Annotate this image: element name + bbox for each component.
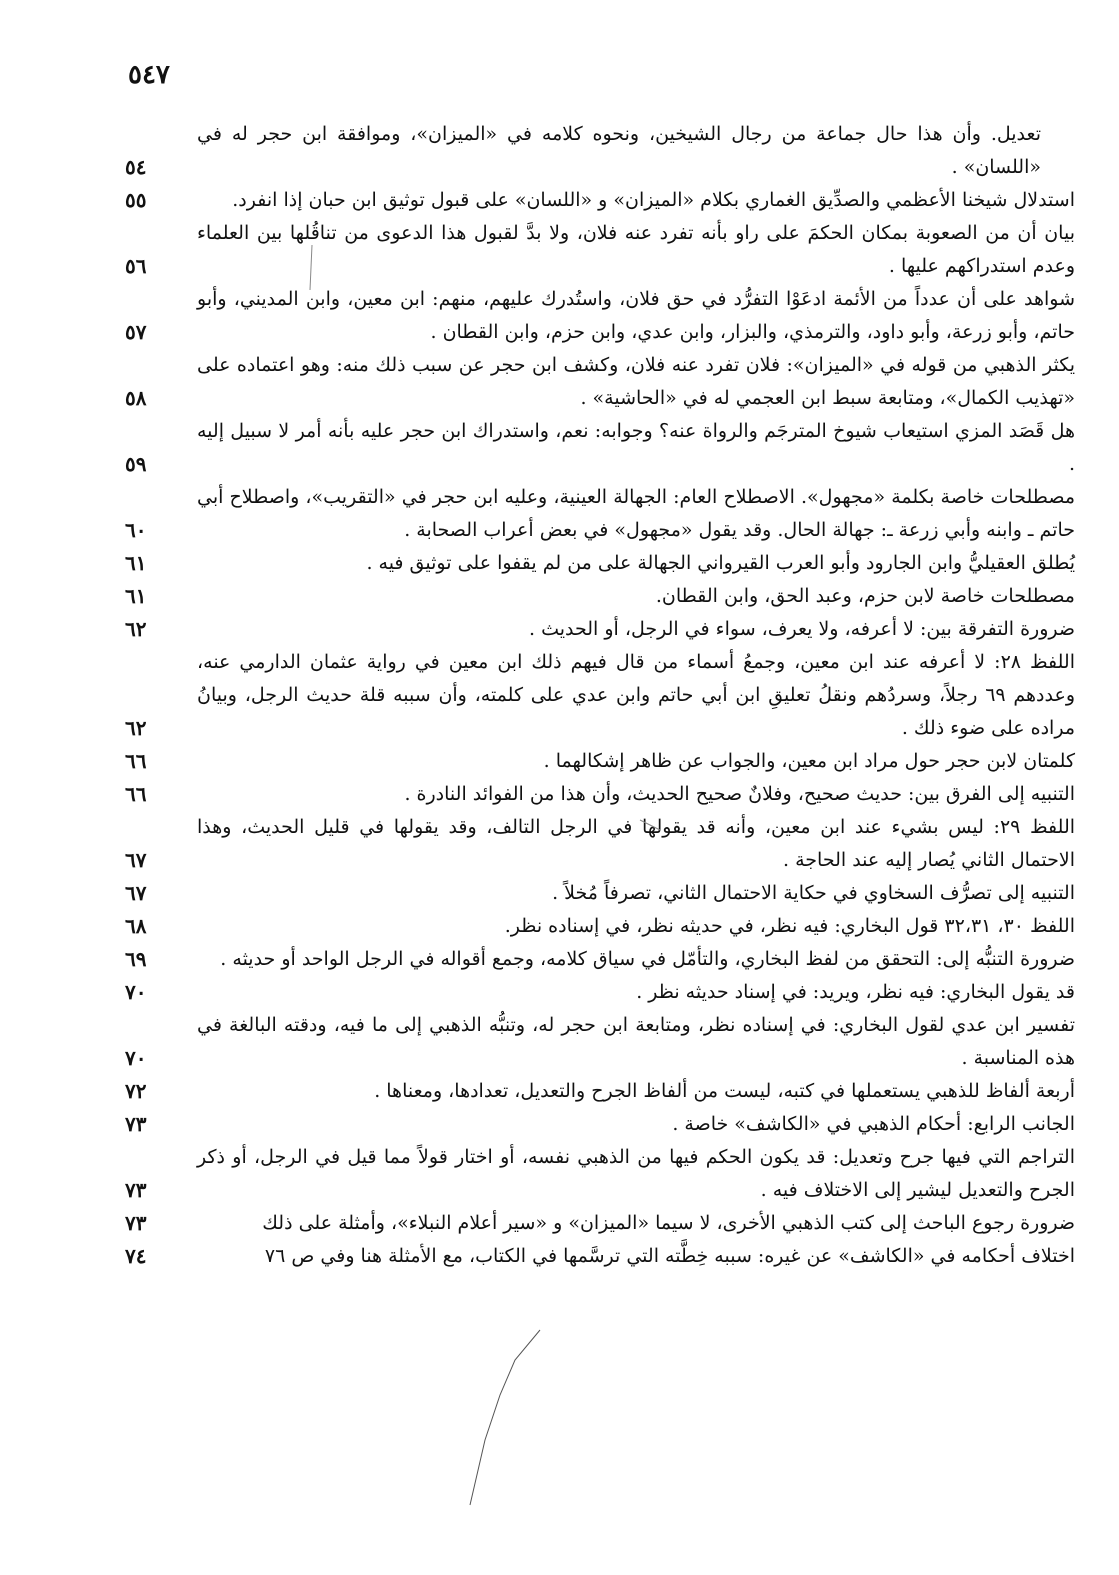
entry-text: أربعة ألفاظ للذهبي يستعملها في كتبه، ليست من ألفاظ الجرح والتعديل، تعدادها، ومعناها .: [374, 1080, 1075, 1102]
entry-page-number: ٥٨: [125, 386, 147, 410]
index-entry: [125, 580, 1075, 613]
index-entry: [125, 745, 1075, 778]
index-entry: [125, 547, 1075, 580]
index-entry: [125, 613, 1075, 646]
entry-text: كلمتان لابن حجر حول مراد ابن معين، والجواب عن ظاهر إشكالهما .: [543, 750, 1075, 772]
entry-page-number: ٦٩: [125, 947, 147, 971]
entry-page-number: ٧٠: [125, 980, 147, 1004]
index-entry: [125, 877, 1075, 910]
index-entry: [125, 184, 1075, 217]
entry-page-number: ٥٩: [125, 452, 147, 476]
entry-text: مصطلحات خاصة بكلمة «مجهول». الاصطلاح العام: الجهالة العينية، وعليه ابن حجر في «التقريب»، واصطلاح أبي حاتم ـ وابنه وأبي زرعة ـ: جهالة الحال. وقد يقول «مجهول» في بعض أعراب الصحابة .: [197, 486, 1075, 541]
index-entry: [125, 217, 1075, 283]
index-entry: [125, 646, 1075, 745]
entry-text: شواهد على أن عدداً من الأئمة ادعَوْا التفرُّد في حق فلان، واستُدرك عليهم، منهم: ابن معين، وابن المديني، وأبو حاتم، وأبو زرعة، وأبو داود، والترمذي، والبزار، وابن عدي، وابن حزم، وابن القطان .: [197, 288, 1075, 343]
index-entry: [125, 976, 1075, 1009]
index-entry: [125, 118, 1075, 184]
entry-page-number: ٦٢: [125, 716, 147, 740]
entry-page-number: ٦٦: [125, 749, 147, 773]
entry-text: التنبيه إلى الفرق بين: حديث صحيح، وفلانٌ صحيح الحديث، وأن هذا من الفوائد النادرة .: [404, 783, 1075, 805]
entry-page-number: ٦١: [125, 584, 147, 608]
entry-text: هل قَصَد المزي استيعاب شيوخ المترجَم والرواة عنه؟ وجوابه: نعم، واستدراك ابن حجر عليه بأنه أمر لا سبيل إليه .: [197, 420, 1075, 475]
entry-page-number: ٦٨: [125, 914, 147, 938]
entry-text: اللفظ ٣٠، ٣٢،٣١ قول البخاري: فيه نظر، في حديثه نظر، في إسناده نظر.: [504, 915, 1075, 937]
entry-page-number: ٧٣: [125, 1178, 147, 1202]
entry-page-number: ٥٤: [125, 155, 147, 179]
entry-page-number: ٧٠: [125, 1046, 147, 1070]
entry-text: التنبيه إلى تصرُّف السخاوي في حكاية الاحتمال الثاني، تصرفاً مُخلاً .: [552, 882, 1075, 904]
entry-text: الجانب الرابع: أحكام الذهبي في «الكاشف» خاصة .: [672, 1113, 1075, 1135]
entry-page-number: ٥٥: [125, 188, 147, 212]
entry-page-number: ٧٣: [125, 1211, 147, 1235]
index-entry: [125, 811, 1075, 877]
entry-text: استدلال شيخنا الأعظمي والصدِّيق الغماري بكلام «الميزان» و «اللسان» على قبول توثيق ابن حبان إذا انفرد.: [232, 189, 1075, 211]
index-entry: [125, 1108, 1075, 1141]
entry-text: ضرورة التفرقة بين: لا أعرفه، ولا يعرف، سواء في الرجل، أو الحديث .: [529, 618, 1075, 640]
entry-text: اللفظ ٢٨: لا أعرفه عند ابن معين، وجمعُ أسماء من قال فيهم ذلك ابن معين في رواية عثمان الدارمي عنه، وعددهم ٦٩ رجلاً، وسردُهم ونقلُ تعليقِ ابن أبي حاتم وابن عدي على كلمته، وأن سببه قلة حديث الرجل، وبيانُ مراده على ضوء ذلك .: [197, 651, 1075, 739]
index-entry: [125, 481, 1075, 547]
index-entry: [125, 349, 1075, 415]
entry-text: يُطلق العقيليُّ وابن الجارود وأبو العرب القيرواني الجهالة على من لم يقفوا على توثيق فيه .: [366, 552, 1075, 574]
entry-text: تفسير ابن عدي لقول البخاري: في إسناده نظر، ومتابعة ابن حجر له، وتنبُّه الذهبي إلى ما فيه، ودقته البالغة في هذه المناسبة .: [197, 1014, 1075, 1069]
entry-page-number: ٥٦: [125, 254, 147, 278]
index-entry: [125, 1207, 1075, 1240]
index-entry: [125, 1009, 1075, 1075]
entry-text: اختلاف أحكامه في «الكاشف» عن غيره: سببه خِطَّته التي ترسَّمها في الكتاب، مع الأمثلة هنا وفي ص ٧٦: [264, 1245, 1075, 1267]
index-entry: [125, 1141, 1075, 1207]
index-entry: [125, 778, 1075, 811]
entry-page-number: ٦٠: [125, 518, 147, 542]
entry-page-number: ٥٧: [125, 320, 147, 344]
entry-page-number: ٦٢: [125, 617, 147, 641]
entry-page-number: ٧٤: [125, 1244, 147, 1268]
entry-page-number: ٧٣: [125, 1112, 147, 1136]
entry-text: ضرورة التنبُّه إلى: التحقق من لفظ البخاري، والتأمّل في سياق كلامه، وجمع أقواله في الرجل الواحد أو حديثه .: [220, 948, 1075, 970]
entry-page-number: ٦١: [125, 551, 147, 575]
entry-text: تعديل. وأن هذا حال جماعة من رجال الشيخين، ونحوه كلامه في «الميزان»، وموافقة ابن حجر له في «اللسان» .: [197, 123, 1041, 178]
entry-text: اللفظ ٢٩: ليس بشيء عند ابن معين، وأنه قد يقولها في الرجل التالف، وقد يقولها في قليل الحديث، وهذا الاحتمال الثاني يُصار إليه عند الحاجة .: [197, 816, 1076, 871]
entry-text: يكثر الذهبي من قوله في «الميزان»: فلان تفرد عنه فلان، وكشف ابن حجر عن سبب ذلك منه: وهو اعتماده على «تهذيب الكمال»، ومتابعة سبط ابن العجمي له في «الحاشية» .: [197, 354, 1075, 409]
entry-text: بيان أن من الصعوبة بمكان الحكمَ على راو بأنه تفرد عنه فلان، ولا بدَّ لقبول هذا الدعوى من تناقُلها بين العلماء وعدم استدراكهم عليها .: [197, 222, 1075, 277]
entry-text: مصطلحات خاصة لابن حزم، وعبد الحق، وابن القطان.: [655, 585, 1075, 607]
entry-page-number: ٦٧: [125, 848, 147, 872]
index-entry: [125, 283, 1075, 349]
entry-page-number: ٦٧: [125, 881, 147, 905]
index-entry: [125, 943, 1075, 976]
entry-text: التراجم التي فيها جرح وتعديل: قد يكون الحكم فيها من الذهبي نفسه، أو اختار قولاً مما قيل في الرجل، أو ذكر الجرح والتعديل ليشير إلى الاختلاف فيه .: [197, 1146, 1075, 1201]
entry-text: ضرورة رجوع الباحث إلى كتب الذهبي الأخرى، لا سيما «الميزان» و «سير أعلام النبلاء»، وأمثلة على ذلك: [262, 1212, 1075, 1234]
index-entry: [125, 415, 1075, 481]
index-entry: [125, 1240, 1075, 1273]
index-entry: [125, 910, 1075, 943]
index-entries: [125, 118, 1075, 1273]
entry-page-number: ٦٦: [125, 782, 147, 806]
index-entry: [125, 1075, 1075, 1108]
entry-text: قد يقول البخاري: فيه نظر، ويريد: في إسناد حديثه نظر .: [636, 981, 1075, 1003]
page-number: ٥٤٧: [128, 60, 170, 90]
entry-page-number: ٧٢: [125, 1079, 147, 1103]
